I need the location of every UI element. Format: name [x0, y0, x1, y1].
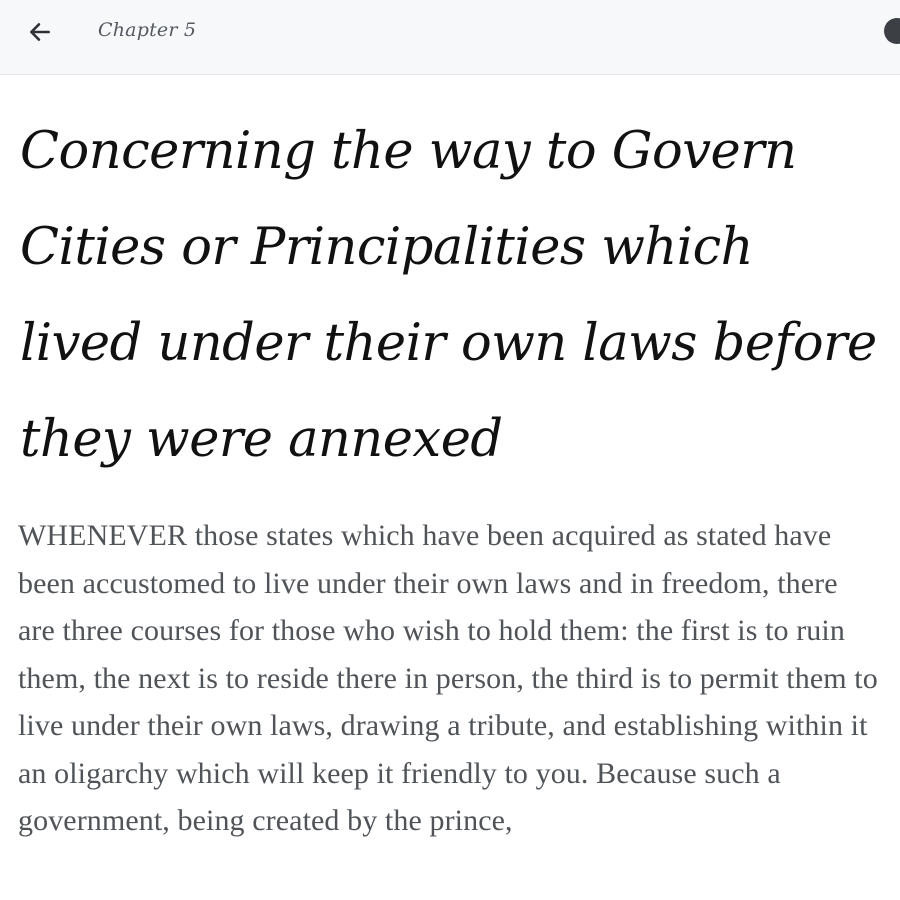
reader-content[interactable] [0, 76, 900, 900]
more-button[interactable] [884, 18, 900, 44]
chapter-title: Concerning the way to Govern Cities or Principalities which lived under their own laws before they were annexed [20, 122, 877, 469]
back-button[interactable] [22, 14, 58, 50]
chapter-body-text: WHENEVER those states which have been acquired as stated have been accustomed to live under their own laws and in freedom, there are three courses for those who wish to hold them: the first is to ruin them, the next is to reside there in person, the third is to permit them to live under their own laws, drawing a tribute, and establishing within it an oligarchy which will keep it friendly to you. Because such a government, being created by the prince, [18, 519, 878, 837]
chapter-label: Chapter 5 [98, 19, 197, 41]
app-bar [0, 0, 900, 75]
arrow-left-icon [27, 19, 53, 45]
